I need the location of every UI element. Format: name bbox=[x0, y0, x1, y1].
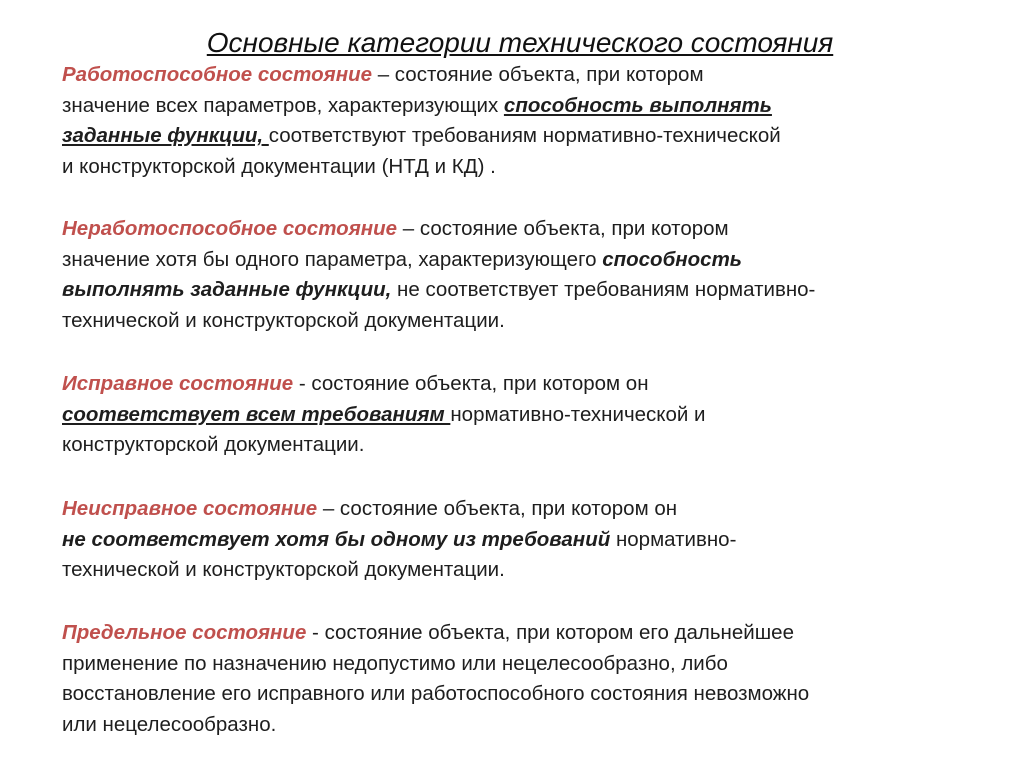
emphasis-text: способность bbox=[602, 247, 742, 271]
definition-text: не соответствует требованиям нормативно- bbox=[391, 278, 816, 301]
definition-text: значение всех параметров, характеризующих bbox=[62, 93, 504, 117]
emphasis-text: заданные функции, bbox=[62, 124, 269, 147]
definition-text: применение по назначению недопустимо или нецелесообразно, либо bbox=[62, 651, 728, 675]
definition-text: - состояние объекта, при котором он bbox=[293, 372, 649, 395]
definition-text: нормативно- bbox=[610, 527, 737, 551]
emphasis-text: способность выполнять bbox=[503, 93, 772, 117]
emphasis-text: не соответствует хотя бы одному из требований bbox=[62, 527, 611, 551]
emphasis-text: выполнять заданные функции, bbox=[62, 278, 392, 301]
definition-text: или нецелесообразно. bbox=[62, 712, 277, 736]
definition-text: и конструкторской документации (НТД и КД) . bbox=[62, 154, 496, 178]
term-serviceable-state: Исправное состояние bbox=[62, 372, 294, 395]
definition-text: значение хотя бы одного параметра, характеризующего bbox=[62, 247, 603, 271]
definition-text: соответствуют требованиям нормативно-технической bbox=[268, 124, 781, 147]
term-limit-state: Предельное состояние bbox=[62, 621, 307, 644]
definition-limit-state bbox=[62, 618, 1012, 740]
definition-serviceable-state bbox=[62, 369, 1012, 461]
definition-text: конструкторской документации. bbox=[62, 433, 365, 456]
definition-text: – состояние объекта, при котором bbox=[397, 217, 729, 240]
definition-text: – состояние объекта, при котором bbox=[372, 63, 704, 86]
term-inoperable-state: Неработоспособное состояние bbox=[62, 217, 398, 240]
term-faulty-state: Неисправное состояние bbox=[62, 497, 318, 520]
definition-inoperable-state bbox=[62, 214, 1012, 336]
emphasis-text: соответствует всем требованиям bbox=[62, 402, 451, 426]
slide-title: Основные категории технического состояния bbox=[206, 27, 834, 58]
definition-text: технической и конструкторской документации. bbox=[62, 308, 505, 332]
definition-text: восстановление его исправного или работоспособного состояния невозможно bbox=[62, 682, 810, 705]
definition-faulty-state bbox=[62, 494, 1012, 586]
definition-text: технической и конструкторской документации. bbox=[62, 558, 505, 581]
definition-operable-state bbox=[62, 60, 1012, 182]
term-operable-state: Работоспособное состояние bbox=[62, 63, 373, 86]
definition-text: - состояние объекта, при котором его дальнейшее bbox=[306, 621, 794, 644]
definition-text: – состояние объекта, при котором он bbox=[317, 497, 678, 520]
definition-text: нормативно-технической и bbox=[450, 402, 706, 426]
